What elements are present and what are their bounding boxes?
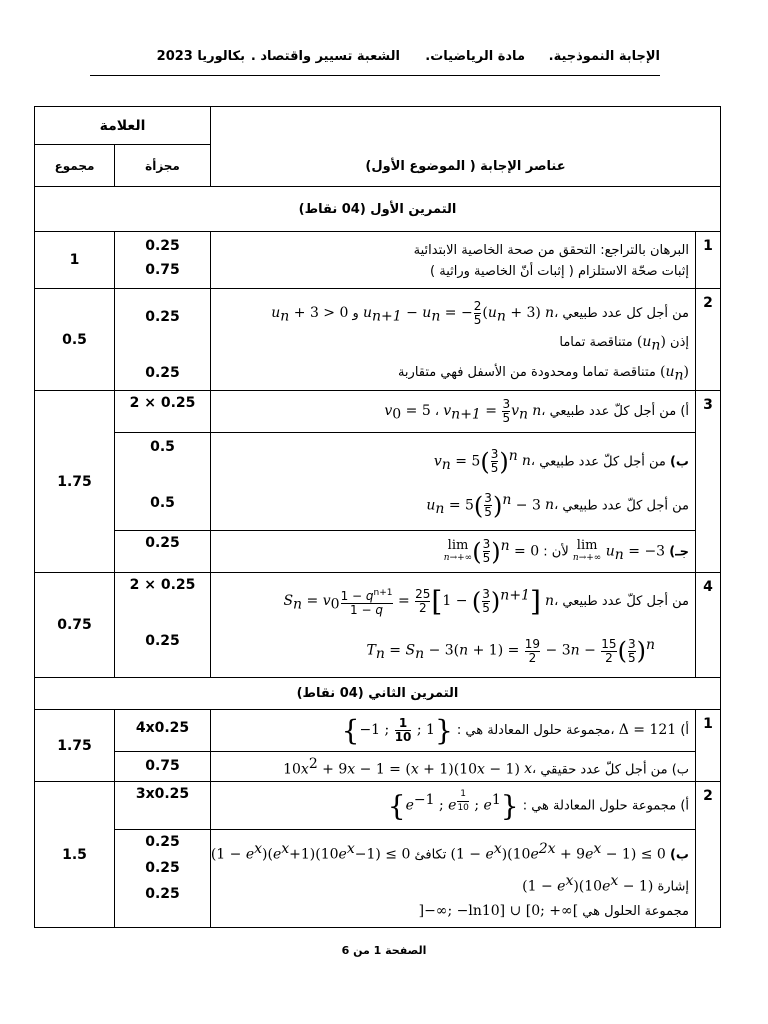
ex2-q2b-content: ب) $(1 - e^x)(10e^{2x} + 9e^x - 1) \le 0$ تكافئ $(1 - e^x)(e^x+1)(10e^x-1) \le 0$ إشارة $(1 - e^x)(10e^x - 1)$ مجموعة الحلول هي ]−∞; −ln10] ∪ [0; +∞[ [211,830,696,928]
ex1-q1-line1: البرهان بالتراجع: التحقق من صحة الخاصية الابتدائية [413,243,689,258]
elements-header: عناصر الإجابة ( الموضوع الأول) [211,107,721,187]
mark-header: العلامة [35,107,211,145]
ex1-q2-content [211,289,696,391]
ex2-q2-number: 2 [696,782,721,928]
ex1-q2-line1: من أجل كل عدد طبيعي n، $u_{n+1} - u_n$ = − $\frac{2}{5}$ $(u_n + 3)$ و $u_n + 3 > 0$ [271,298,689,327]
ex2-q1-number: 1 [696,710,721,782]
ex1-q2-marks: 0.25 0.25 [115,289,211,391]
ex1-q4-total: 0.75 [35,573,115,678]
header-answer-key: الإجابة النموذجية. [548,49,660,64]
ex1-q3c-mark: 0.25 [115,531,211,573]
answer-table [34,106,721,928]
ex1-q3-number: 3 [696,391,721,573]
ex1-q4-marks: 2 × 0.25 0.25 [115,573,211,678]
ex2-q1-total: 1.75 [35,710,115,782]
ex1-q1-marks: 0.25 0.75 [115,232,211,289]
exercise-1-title: التمرين الأول (04 نقاط) [35,187,721,232]
ex1-q1-content [211,232,696,289]
exercise-2-title: التمرين الثاني (04 نقاط) [35,678,721,710]
ex1-q2-total: 0.5 [35,289,115,391]
ex1-q1-total: 1 [35,232,115,289]
ex1-q1-number: 1 [696,232,721,289]
header-subject: مادة الرياضيات. [425,49,525,64]
total-header: مجموع [35,145,115,187]
ex2-q1a-content: أ) Δ = 121 ،مجموعة حلول المعادلة هي : {−1 ; $\frac{1}{10}$ ; 1} [211,710,696,752]
ex2-q1b-content: ب) من أجل كلّ عدد حقيقي x، $10x^2 + 9x - 1 = (x + 1)(10x - 1)$ [211,752,696,782]
page-header [90,47,660,76]
ex1-q2-line3: $(u_n)$ متناقصة تماما ومحدودة من الأسفل فهي متقاربة [397,363,689,384]
ex1-q4-number: 4 [696,573,721,678]
page-footer: الصفحة 1 من 6 [341,944,427,957]
ex1-q3c-content: جـ) lim n→+∞ $u_n = -3$ لأن : lim n→+∞ ( $\frac{3}{5}$ )$^n$ = 0 [211,531,696,573]
ex1-q2-line2: إذن $(u_n)$ متناقصة تماما [559,333,689,354]
ex1-q3b-marks: 0.5 0.5 [115,433,211,531]
header-exam: بكالوريا 2023 [156,49,245,64]
header-stream: الشعبة تسيير واقتصاد . [250,49,400,64]
ex1-q3-total: 1.75 [35,391,115,573]
partial-header: مجزأة [115,145,211,187]
ex1-q3a-content: أ) من أجل كلّ عدد طبيعي n، $v_{n+1}$ = $\frac{3}{5}$ $v_n$ ، $v_0 = 5$ [211,391,696,433]
ex2-q2a-mark: 3x0.25 [115,782,211,830]
ex2-q2-total: 1.5 [35,782,115,928]
ex1-q1-line2: إثبات صحّة الاستلزام ( إثبات أنّ الخاصية وراثية ) [430,264,689,279]
ex2-q1a-mark: 4x0.25 [115,710,211,752]
ex1-q3b-content: ب) من أجل كلّ عدد طبيعي n، $v_n = 5$( $\frac{3}{5}$ )$^n$ من أجل كلّ عدد طبيعي n، $u_n = 5$( $\frac{3}{5}$ )$^n$ − 3 [211,433,696,531]
ex2-q2a-content: أ) مجموعة حلول المعادلة هي : {$e^{-1}$ ; e $^{\frac{1}{10}}$ ; $e^1$} [211,782,696,830]
ex2-q2b-marks: 0.25 0.25 0.25 [115,830,211,928]
ex2-q1b-mark: 0.75 [115,752,211,782]
ex1-q4-content: من أجل كلّ عدد طبيعي n، $S_n = v_0$ $\frac{1 - q^{n+1}}{1 - q}$ = $\frac{25}{2}$ [1 − ( $\frac{3}{5}$ )$^{n+1}$] $T_n = S_n - 3(n + 1)$ = $\frac{19}{2}$ − 3n − $\frac{15}{2}$ ( $\frac{3}{5}$ )$^n$ [211,573,696,678]
ex1-q3a-mark: 2 × 0.25 [115,391,211,433]
ex1-q2-number: 2 [696,289,721,391]
